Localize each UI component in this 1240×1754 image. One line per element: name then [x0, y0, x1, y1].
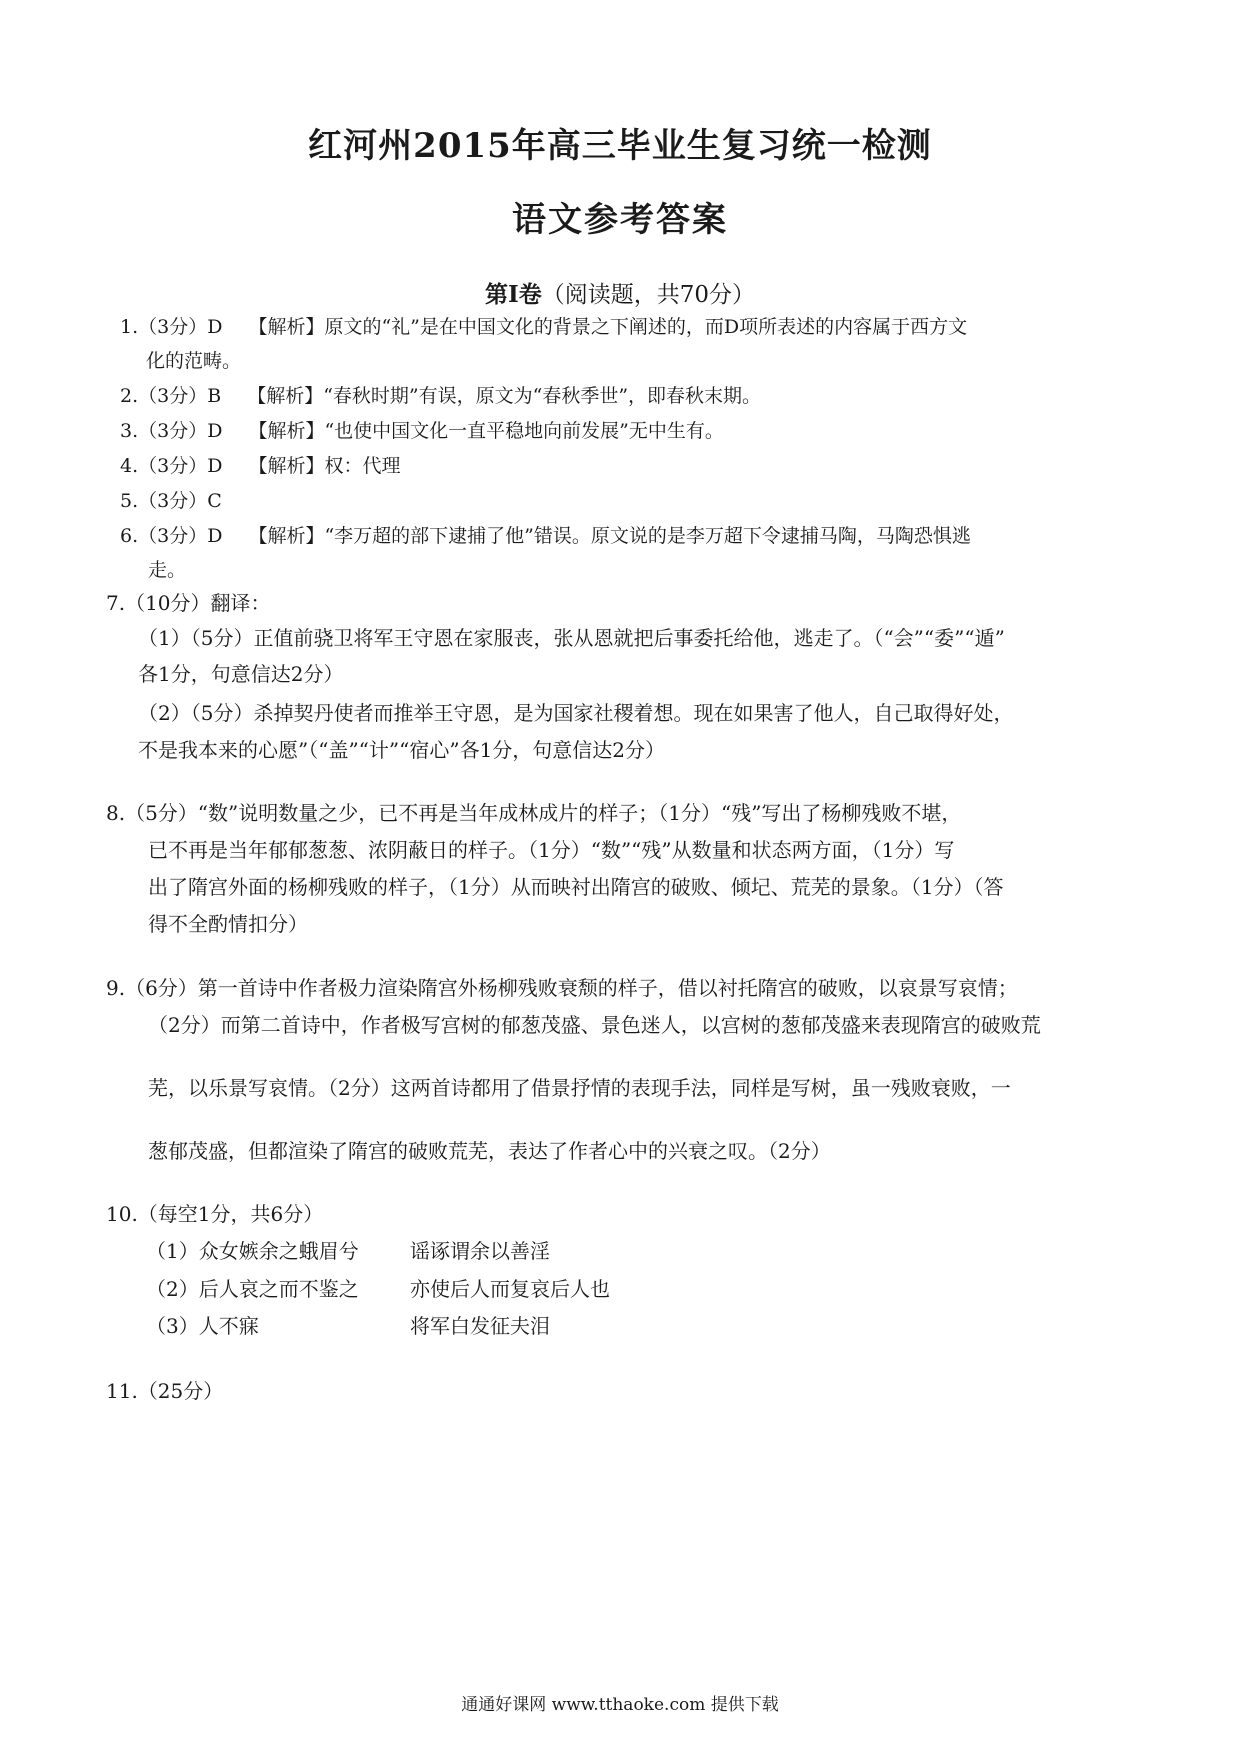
answer-item-6	[120, 521, 971, 548]
q7-line-2: 各1分，句意信达2分）	[138, 662, 344, 686]
item-tag: 【解析】	[247, 385, 324, 407]
q7-heading: 7.（10分）翻译：	[106, 591, 271, 615]
q7-line-3: （2）（5分）杀掉契丹使者而推举王守恩，是为国家社稷着想。现在如果害了他人，自己取得好处，	[138, 701, 1014, 725]
q8-line-2: 已不再是当年郁郁葱葱、浓阴蔽日的样子。（1分）“数”“残”从数量和状态两方面，（1分）写	[148, 838, 955, 862]
q9-line-4: 葱郁茂盛，但都渲染了隋宫的破败荒芜，表达了作者心中的兴衰之叹。（2分）	[148, 1139, 831, 1163]
item-number: 4.（3分）D	[120, 455, 223, 477]
q10-row-3-second: 将军白发征夫泪	[410, 1314, 550, 1338]
item-number: 1.（3分）D	[120, 316, 223, 338]
answer-item-6-continued: 走。	[148, 559, 187, 581]
q10-row-1-first: （1）众女嫉余之蛾眉兮	[146, 1239, 359, 1263]
item-tag: 【解析】	[248, 525, 325, 547]
section-heading	[0, 276, 1240, 309]
answer-item-4	[120, 451, 400, 478]
q9-line-2: （2分）而第二首诗中，作者极写宫树的郁葱茂盛、景色迷人，以宫树的葱郁茂盛来表现隋宫的破败荒	[148, 1013, 1041, 1037]
section-heading-rest: （阅读题，共70分）	[541, 282, 756, 308]
answer-item-5	[120, 486, 222, 513]
q10-row-1-second: 谣诼谓余以善淫	[410, 1239, 550, 1263]
q9-line-1: 9.（6分）第一首诗中作者极力渲染隋宫外杨柳残败衰颓的样子，借以衬托隋宫的破败，以哀景写哀情；	[106, 976, 1018, 1000]
q10-row-2-first: （2）后人哀之而不鉴之	[146, 1277, 359, 1301]
q8-line-4: 得不全酌情扣分）	[148, 912, 308, 936]
answer-item-1-continued: 化的范畴。	[146, 350, 242, 372]
q10-row-3-first: （3）人不寐	[146, 1314, 259, 1338]
document-subtitle: 语文参考答案	[512, 200, 728, 240]
q8-line-3: 出了隋宫外面的杨柳残败的样子，（1分）从而映衬出隋宫的破败、倾圮、荒芜的景象。（1分）（答	[148, 875, 1004, 899]
q7-line-4: 不是我本来的心愿”（“盖”“计”“宿心”各1分，句意信达2分）	[138, 738, 666, 762]
item-text: “春秋时期”有误，原文为“春秋季世”，即春秋末期。	[323, 385, 762, 407]
footer-link-text[interactable]: 通通好课网 www.tthaoke.com 提供下载	[461, 1695, 779, 1715]
item-tag: 【解析】	[248, 316, 325, 338]
answer-item-3	[120, 416, 724, 443]
q11-heading: 11.（25分）	[106, 1379, 224, 1403]
item-number: 3.（3分）D	[120, 420, 223, 442]
item-number: 6.（3分）D	[120, 525, 223, 547]
q9-line-3: 芜，以乐景写哀情。（2分）这两首诗都用了借景抒情的表现手法，同样是写树，虽一残败衰败，一	[148, 1076, 1011, 1100]
item-number: 5.（3分）C	[120, 490, 222, 512]
q10-row-2-second: 亦使后人而复哀后人也	[410, 1277, 610, 1301]
section-heading-bold: 第Ⅰ卷	[484, 281, 542, 308]
item-text: 原文的“礼”是在中国文化的背景之下阐述的，而D项所表述的内容属于西方文	[324, 316, 968, 338]
item-text: “也使中国文化一直平稳地向前发展”无中生有。	[324, 420, 724, 442]
q10-heading: 10.（每空1分，共6分）	[106, 1202, 324, 1226]
q8-line-1: 8.（5分）“数”说明数量之少，已不再是当年成林成片的样子；（1分）“残”写出了杨柳残败不堪，	[106, 801, 962, 825]
item-tag: 【解析】	[248, 455, 325, 477]
item-text: “李万超的部下逮捕了他”错误。原文说的是李万超下令逮捕马陶，马陶恐惧逃	[324, 525, 971, 547]
answer-item-2	[120, 381, 761, 408]
answer-item-1	[120, 312, 967, 339]
q7-line-1: （1）（5分）正值前骁卫将军王守恩在家服丧，张从恩就把后事委托给他，逃走了。（“会”“委”“遁”	[138, 626, 1005, 650]
item-text: 权：代理	[324, 455, 401, 477]
item-tag: 【解析】	[248, 420, 325, 442]
document-title: 红河州2015年高三毕业生复习统一检测	[308, 126, 932, 166]
item-number: 2.（3分）B	[120, 385, 222, 407]
